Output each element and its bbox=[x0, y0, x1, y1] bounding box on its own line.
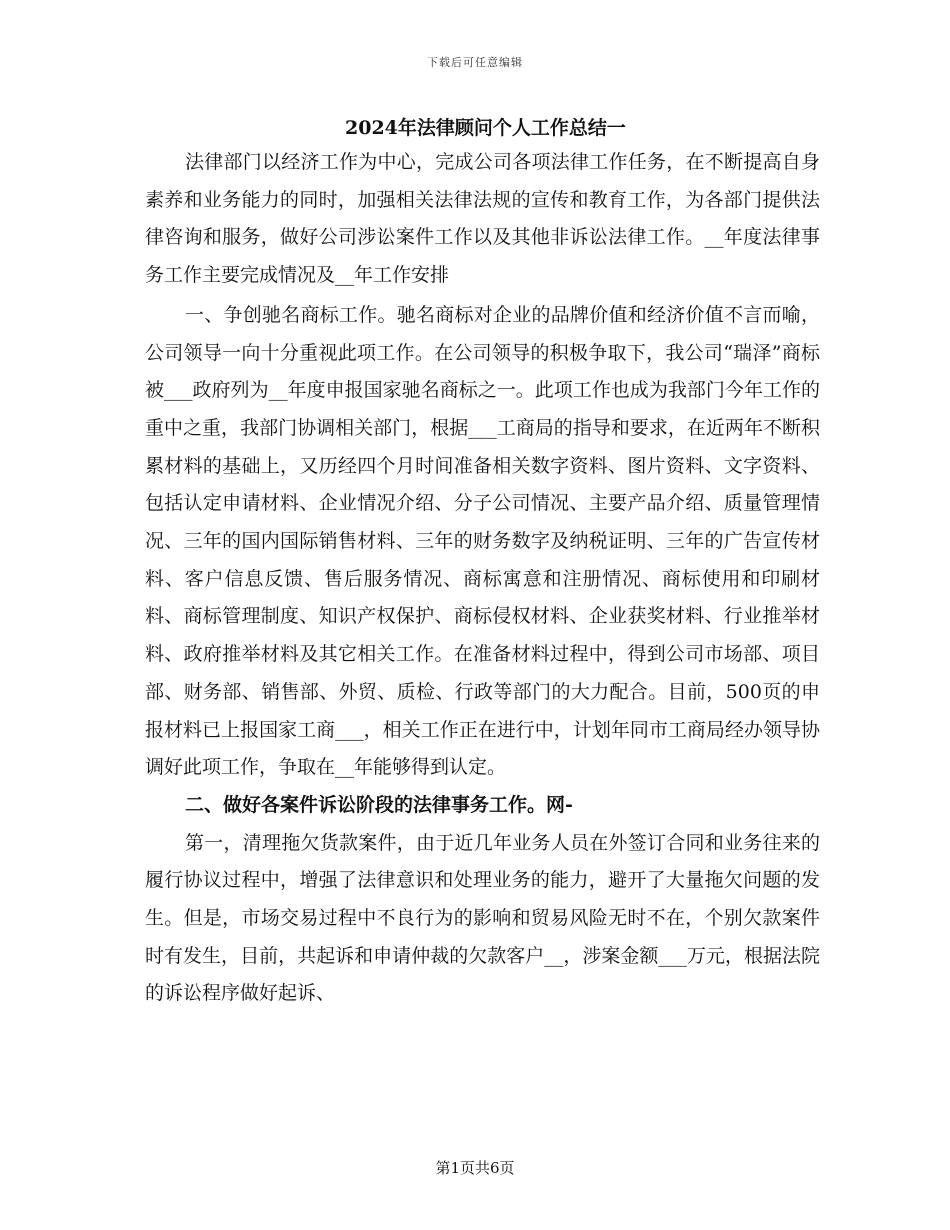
paragraph-section-one: 一、争创驰名商标工作。驰名商标对企业的品牌价值和经济价值不言而喻，公司领导一向十分重视此项工作。在公司领导的积极争取下，我公司“瑞泽”商标被___政府列为__年度申报国家驰名商标之一。此项工作也成为我部门今年工作的重中之重，我部门协调相关部门，根据___工商局的指导和要求，在近两年不断积累材料的基础上，又历经四个月时间准备相关数字资料、图片资料、文字资料、包括认定申请材料、企业情况介绍、分子公司情况、主要产品介绍、质量管理情况、三年的国内国际销售材料、三年的财务数字及纳税证明、三年的广告宣传材料、客户信息反馈、售后服务情况、商标寓意和注册情况、商标使用和印刷材料、商标管理制度、知识产权保护、商标侵权材料、企业获奖材料、行业推举材料、政府推举材料及其它相关工作。在准备材料过程中，得到公司市场部、项目部、财务部、销售部、外贸、质检、行政等部门的大力配合。目前，500页的申报材料已上报国家工商___，相关工作正在进行中，计划年同市工商局经办领导协调好此项工作，争取在__年能够得到认定。 bbox=[145, 303, 820, 779]
paragraph-intro: 法律部门以经济工作为中心，完成公司各项法律工作任务，在不断提高自身素养和业务能力的同时，加强相关法律法规的宣传和教育工作，为各部门提供法律咨询和服务，做好公司涉讼案件工作以及其他非诉讼法律工作。__年度法律事务工作主要完成情况及__年工作安排 bbox=[145, 151, 820, 287]
section-heading-two: 二、做好各案件诉讼阶段的法律事务工作。网- bbox=[185, 793, 573, 816]
document-body bbox=[145, 112, 820, 1013]
page-number: 第1页共6页 bbox=[435, 1159, 515, 1177]
document-title: 2024年法律顾问个人工作总结一 bbox=[345, 117, 626, 139]
paragraph-section-two-first: 第一，清理拖欠货款案件，由于近几年业务人员在外签订合同和业务往来的履行协议过程中，增强了法律意识和处理业务的能力，避开了大量拖欠问题的发生。但是，市场交易过程中不良行为的影响和贸易风险无时不在，个别欠款案件时有发生，目前，共起诉和申请仲裁的欠款客户__，涉案金额___万元，根据法院的诉讼程序做好起诉、 bbox=[145, 831, 820, 1005]
header-note: 下载后可任意编辑 bbox=[427, 56, 523, 69]
